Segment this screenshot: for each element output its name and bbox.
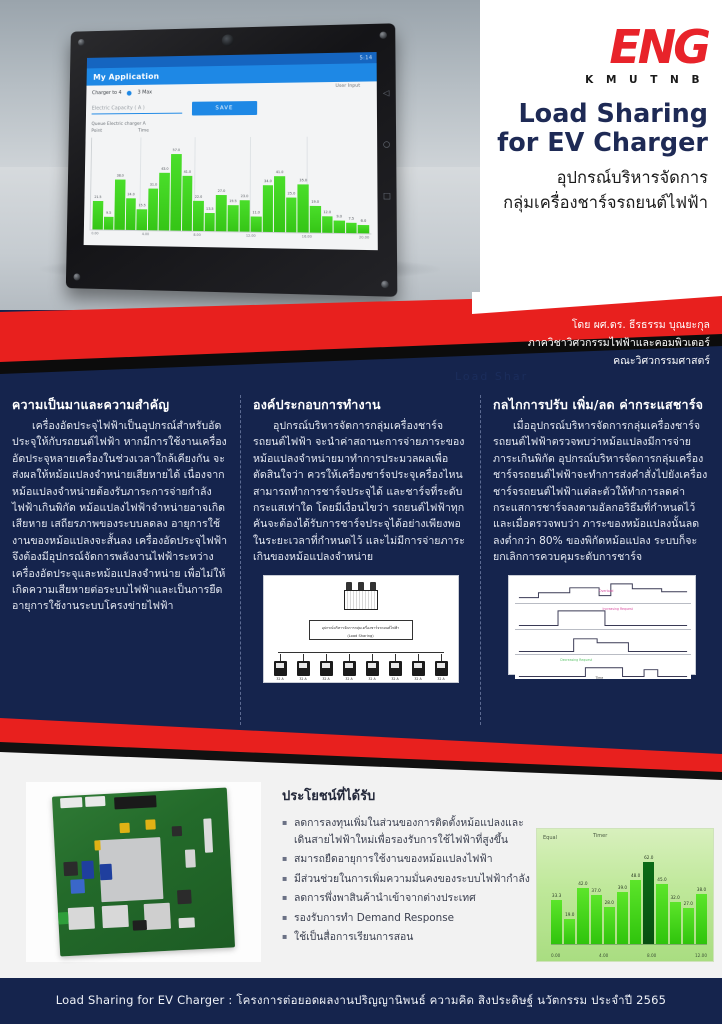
bar bbox=[262, 179, 273, 231]
author-block bbox=[450, 316, 710, 370]
bar bbox=[286, 191, 297, 232]
pcb-component bbox=[119, 823, 130, 834]
bar-value-label: 15.5 bbox=[138, 203, 146, 208]
poster-header bbox=[480, 0, 722, 310]
tablet-photo bbox=[0, 0, 500, 310]
author-name: โดย ผศ.ดร. ธีรธรรม บุณยะกุล bbox=[571, 319, 710, 331]
axis-label-time: Time bbox=[595, 676, 604, 681]
pcb-component bbox=[70, 879, 85, 894]
screw-icon bbox=[74, 273, 81, 280]
bar bbox=[103, 210, 113, 230]
x-tick: 12.00 bbox=[695, 953, 707, 958]
back-icon[interactable]: ◁ bbox=[383, 88, 390, 98]
bar bbox=[656, 877, 667, 944]
bar bbox=[334, 214, 345, 233]
bar bbox=[630, 873, 641, 944]
subtitle-line-2: กลุ่มเครื่องชาร์จรถยนต์ไฟฟ้า bbox=[503, 193, 708, 212]
bar bbox=[193, 195, 204, 231]
bar bbox=[643, 854, 654, 944]
chart-label-timer: Timer bbox=[593, 833, 608, 839]
pcb-component bbox=[178, 917, 195, 928]
column-body: เมื่ออุปกรณ์บริหารจัดการกลุ่มเครื่องชาร์จรถยนต์ไฟฟ้าตรวจพบว่าหม้อแปลงมีการจ่ายภาระเกินพิกัด อุปกรณ์บริหารจัดการกลุ่มเครื่องชาร์จรถยนต์ไฟฟ้าจะทำการส่งคำสั่งไปยังเครื่องชาร์จรถยนต์ไฟฟ้าแต่ละตัวให้ทำการลดค่ากระแสการชาร์จลงตามอัลกอริธึมที่กำหนดไว้ และเมื่อตรวจพบว่า ภาระของหม้อแปลงนั้นลดลงต่ำกว่า 80% ของพิกัดหม้อแปลง ระบบก็จะยกเลิกการควบคุมระดับการชาร์จ bbox=[493, 420, 708, 564]
author-department: ภาควิชาวิศวกรรมไฟฟ้าและคอมพิวเตอร์ bbox=[527, 337, 710, 349]
bar-value-label: 19.0 bbox=[311, 200, 320, 205]
column-components bbox=[240, 395, 480, 725]
bar bbox=[216, 188, 227, 232]
bar-value-label: 41.0 bbox=[275, 169, 284, 174]
charger-count-label: Charger to 4 bbox=[91, 89, 122, 97]
charger-capacity-label: 32 A bbox=[322, 676, 330, 681]
benefit-item: ▪ ลดการลงทุนเพิ่มในส่วนของการติดตั้งหม้อแปลงและเดินสายไฟฟ้าใหม่เพื่อรองรับการใช้ไฟฟ้าที่สูงขึ้น bbox=[282, 815, 532, 848]
transformer-body bbox=[344, 590, 378, 610]
status-clock: 5:14 bbox=[359, 54, 373, 61]
bar-value-label: 7.5 bbox=[348, 216, 355, 221]
author-faculty: คณะวิศวกรรมศาสตร์ bbox=[613, 355, 710, 367]
bar-value-label: 9.5 bbox=[106, 210, 112, 215]
column-body: อุปกรณ์บริหารจัดการกลุ่มเครื่องชาร์จรถยนต์ไฟฟ้า จะนำค่าสถานะการจ่ายภาระของหม้อแปลงจำหน่ายมาทำการประมวลผลเพื่อตัดสินใจว่า ควรให้เครื่องชาร์จประจุเครื่องไหนสามารถทำการชาร์จประจุได้ และชาร์จที่ระดับกระแสเท่าใด โดยมีเงื่อนไขว่า รถยนต์ไฟฟ้าทุกคันจะต้องได้รับการชาร์จประจุได้อย่างเพียงพอในระยะเวลาที่กำหนดไว้ และไม่มีการจ่ายภาระเกินของหม้อแปลงจำหน่าย bbox=[253, 420, 465, 564]
bar-value-label: 28.0 bbox=[604, 899, 614, 905]
bar-value-label: 41.0 bbox=[183, 169, 192, 174]
footer-text: Load Sharing for EV Charger : โครงการต่อยอดผลงานปริญญานิพนธ์ ความคิด สิงประดิษฐ์ นวัตกรรม ประจำปี 2565 bbox=[55, 993, 667, 1007]
x-tick: 4.00 bbox=[599, 953, 609, 958]
bar bbox=[310, 200, 321, 232]
bar bbox=[239, 194, 250, 231]
watermark-text: Load Shar bbox=[455, 370, 529, 383]
pcb-component bbox=[177, 890, 192, 905]
bar-value-label: 38.0 bbox=[116, 173, 124, 178]
x-tick: 4.00 bbox=[141, 231, 150, 236]
bar-value-label: 45.0 bbox=[657, 877, 667, 883]
pcb-component bbox=[60, 797, 82, 808]
column-body: เครื่องอัดประจุไฟฟ้าเป็นอุปกรณ์สำหรับอัดประจุให้กับรถยนต์ไฟฟ้า หากมีการใช้งานเครื่องอัดประจุหลายเครื่องในช่วงเวลาใกล้เคียงกัน จะส่งผลให้หม้อแปลงจำหน่ายเสียหายได้ เนื่องจากหม้อแปลงจำหน่ายต้องรับภาระการจ่ายกำลังไฟฟ้าเกินพิกัด หม้อแปลงไฟฟ้าจำหน่ายอาจเกิดเสียหาย เสถียรภาพของระบบลดลง อายุการใช้งานของหม้อแปลงจะสั้นลง เครื่องอัดประจุไฟฟ้าจึงต้องมีอุปกรณ์จัดการพลังงานไฟฟ้าระหว่างเครื่องอัดประจุและหม้อแปลงจำหน่าย เพื่อไม่ให้เกิดความเสียหายต่อระบบไฟฟ้าและเป็นการยืดอายุการใช้งานระบบโครงข่ายไฟฟ้า bbox=[12, 420, 228, 613]
poster-footer bbox=[0, 978, 722, 1024]
bar-value-label: 22.0 bbox=[194, 195, 203, 200]
bar bbox=[358, 218, 369, 234]
bar bbox=[148, 182, 159, 230]
benefit-item: ▪ ลดการพึ่งพาสินค้านำเข้าจากต่างประเทศ bbox=[282, 890, 532, 907]
page-title bbox=[497, 100, 708, 158]
benefit-item: ▪ มีส่วนช่วยในการเพิ่มความมั่นคงของระบบไฟฟ้ากำลัง bbox=[282, 871, 532, 888]
x-tick: 12.00 bbox=[245, 233, 256, 238]
radio-label-b: 3 Max bbox=[137, 89, 153, 96]
bar-value-label: 13.5 bbox=[206, 206, 214, 211]
bar-value-label: 19.5 bbox=[229, 198, 237, 203]
bar bbox=[137, 203, 147, 230]
bar-value-label: 21.5 bbox=[94, 195, 102, 199]
charger-capacity-label: 32 A bbox=[276, 676, 284, 681]
charger-select-row[interactable] bbox=[92, 87, 371, 97]
benefits-list bbox=[282, 815, 532, 946]
charger-capacity-label: 32 A bbox=[345, 676, 353, 681]
bar-value-label: 37.0 bbox=[591, 887, 601, 893]
pcb-component bbox=[172, 826, 183, 837]
pcb-component bbox=[203, 818, 213, 852]
screw-icon bbox=[381, 281, 389, 289]
bar-value-label: 42.0 bbox=[578, 881, 588, 887]
bar bbox=[604, 899, 615, 944]
x-tick: 8.00 bbox=[193, 232, 201, 237]
loading-chart-figure bbox=[508, 575, 696, 681]
bar bbox=[114, 173, 125, 229]
bar bbox=[251, 210, 262, 231]
chart-caption-time: Time bbox=[138, 128, 149, 134]
ev-charger-icon bbox=[318, 654, 335, 681]
tablet-enclosure bbox=[66, 23, 398, 297]
bar-value-label: 25.0 bbox=[287, 191, 296, 196]
capacity-input-row[interactable] bbox=[92, 100, 371, 117]
column-heading: ความเป็นมาและความสำคัญ bbox=[12, 397, 170, 412]
capacity-input[interactable]: Electric Capacity ( A ) bbox=[92, 104, 183, 114]
annotation-overload: Overload bbox=[598, 589, 614, 594]
bar bbox=[170, 148, 181, 230]
user-input-label: User Input bbox=[335, 83, 361, 90]
bar bbox=[204, 206, 215, 231]
bar-value-label: 62.0 bbox=[644, 854, 654, 860]
bus-line bbox=[278, 652, 444, 653]
pcb-component bbox=[185, 849, 196, 867]
tablet-screen bbox=[84, 52, 378, 250]
pcb-board bbox=[52, 788, 235, 957]
pcb-component bbox=[144, 903, 171, 930]
load-sharing-box-line1: อุปกรณ์บริหารจัดการกลุ่มเครื่องชาร์จรถยนต์ไฟฟ้า bbox=[321, 625, 400, 630]
home-icon[interactable]: ○ bbox=[382, 139, 391, 149]
charger-capacity-label: 32 A bbox=[368, 676, 376, 681]
bar-value-label: 31.0 bbox=[149, 182, 158, 187]
page-subtitle-thai bbox=[503, 165, 708, 215]
bar bbox=[577, 881, 588, 944]
bar-value-label: 6.0 bbox=[360, 218, 367, 223]
content-columns bbox=[0, 395, 722, 725]
charger-row bbox=[272, 654, 450, 681]
pcb-component bbox=[63, 861, 78, 876]
bar bbox=[182, 169, 193, 231]
app-title: My Application bbox=[93, 71, 160, 82]
benefit-item: ▪ ใช้เป็นสื่อการเรียนการสอน bbox=[282, 929, 532, 946]
pcb-component bbox=[85, 796, 105, 807]
bar bbox=[227, 198, 238, 232]
bar bbox=[125, 191, 136, 230]
pcb-component bbox=[100, 864, 113, 881]
app-bar-chart bbox=[90, 136, 372, 234]
charger-capacity-label: 32 A bbox=[391, 676, 399, 681]
ev-charger-icon bbox=[410, 654, 427, 681]
screw-icon bbox=[78, 39, 85, 46]
chart-caption-line1: Queue Electric charger A bbox=[91, 121, 146, 128]
bar-value-label: 32.0 bbox=[670, 894, 680, 900]
ev-charger-icon bbox=[364, 654, 381, 681]
bar-value-label: 9.0 bbox=[336, 214, 343, 219]
bar-value-label: 19.0 bbox=[565, 911, 575, 917]
bar bbox=[683, 901, 694, 944]
comparison-xaxis bbox=[551, 953, 707, 958]
x-tick: 0.00 bbox=[551, 953, 561, 958]
column-current-control bbox=[480, 395, 722, 725]
save-button[interactable]: SAVE bbox=[192, 101, 257, 116]
transformer-diagram-figure bbox=[263, 575, 459, 683]
chart-caption bbox=[91, 120, 371, 135]
benefit-item: ▪ รองรับการทำ Demand Response bbox=[282, 910, 532, 927]
bar-value-label: 27.0 bbox=[683, 901, 693, 907]
bar-value-label: 24.0 bbox=[127, 191, 135, 196]
charger-capacity-label: 32 A bbox=[299, 676, 307, 681]
pcb-component bbox=[145, 819, 156, 830]
column-background bbox=[0, 395, 240, 725]
chart-label-equal: Equal bbox=[543, 835, 557, 841]
pcb-component bbox=[102, 905, 129, 928]
recents-icon[interactable]: □ bbox=[382, 191, 392, 201]
pcb-component bbox=[81, 861, 94, 880]
loading-chart-stack bbox=[515, 580, 691, 681]
benefits-heading: ประโยชน์ที่ได้รับ bbox=[282, 789, 376, 804]
comparison-bar-chart bbox=[536, 828, 714, 962]
ev-charger-icon bbox=[387, 654, 404, 681]
ev-charger-icon bbox=[433, 654, 450, 681]
benefits-section bbox=[282, 785, 532, 949]
bar-value-label: 43.0 bbox=[161, 166, 169, 171]
comparison-bars bbox=[551, 851, 707, 945]
bar bbox=[322, 209, 333, 233]
loading-trace-4 bbox=[515, 656, 691, 679]
top-band bbox=[0, 0, 722, 310]
pcb-component bbox=[114, 795, 157, 809]
bar-value-label: 57.0 bbox=[172, 148, 181, 153]
bar bbox=[551, 892, 562, 944]
x-tick: 0.00 bbox=[91, 231, 99, 236]
loading-trace-3 bbox=[515, 631, 691, 655]
bar bbox=[696, 886, 707, 944]
bar bbox=[564, 911, 575, 944]
bar bbox=[346, 216, 357, 233]
benefit-item: ▪ สมารถยืดอายุการใช้งานของหม้อแปลงไฟฟ้า bbox=[282, 851, 532, 868]
pcb-component bbox=[58, 912, 69, 925]
bar bbox=[617, 885, 628, 944]
ev-charger-icon bbox=[272, 654, 289, 681]
pcb-photo bbox=[26, 782, 261, 962]
ev-charger-icon bbox=[295, 654, 312, 681]
transformer-icon bbox=[340, 582, 382, 612]
kmutnb-text: K M U T N B bbox=[585, 74, 704, 86]
bar bbox=[591, 887, 602, 944]
bar bbox=[159, 166, 170, 230]
bar-value-label: 23.0 bbox=[240, 194, 249, 199]
title-line-1: Load Sharing bbox=[518, 99, 708, 129]
bar-value-label: 48.0 bbox=[630, 873, 641, 879]
column-heading: กลไกการปรับ เพิ่ม/ลด ค่ากระแสชาร์จ bbox=[493, 397, 704, 412]
x-tick: 20.00 bbox=[358, 235, 370, 240]
column-heading: องค์ประกอบการทำงาน bbox=[253, 397, 381, 412]
bar-value-label: 39.0 bbox=[617, 885, 628, 891]
bar-value-label: 38.0 bbox=[696, 886, 707, 892]
tablet-nav-buttons[interactable] bbox=[379, 68, 395, 222]
loading-trace-2 bbox=[515, 605, 691, 629]
bar-value-label: 34.0 bbox=[264, 179, 272, 184]
bar-value-label: 33.3 bbox=[551, 892, 562, 898]
title-line-2: for EV Charger bbox=[497, 128, 708, 158]
load-sharing-box-line2: (Load Sharing) bbox=[347, 633, 374, 638]
eng-logo bbox=[558, 22, 708, 78]
annotation-increasing: Increasing Request bbox=[602, 606, 633, 611]
load-sharing-box bbox=[309, 620, 413, 640]
x-tick: 8.00 bbox=[647, 953, 657, 958]
x-tick: 16.00 bbox=[301, 234, 312, 239]
pcb-component bbox=[94, 840, 101, 850]
bar bbox=[92, 195, 103, 229]
subtitle-line-1: อุปกรณ์บริหารจัดการ bbox=[556, 168, 708, 187]
bar-value-label: 35.0 bbox=[299, 178, 308, 183]
bar-value-label: 27.0 bbox=[217, 188, 226, 193]
annotation-decreasing: Decreasing Request bbox=[560, 657, 593, 662]
app-body bbox=[84, 81, 378, 250]
screw-icon bbox=[380, 32, 387, 39]
charger-capacity-label: 32 A bbox=[437, 676, 445, 681]
pcb-component bbox=[68, 907, 95, 930]
bar bbox=[274, 169, 285, 232]
bar-value-label: 12.0 bbox=[323, 209, 332, 214]
chart-caption-point: Point bbox=[91, 128, 103, 134]
camera-icon bbox=[222, 34, 234, 46]
eng-logo-text: ENG bbox=[609, 20, 708, 74]
ev-charger-icon bbox=[341, 654, 358, 681]
pcb-component bbox=[133, 920, 148, 931]
bar bbox=[298, 178, 309, 232]
bar bbox=[670, 894, 681, 945]
charger-capacity-label: 32 A bbox=[414, 676, 422, 681]
radio-option-a[interactable] bbox=[127, 90, 132, 95]
bar-value-label: 11.0 bbox=[252, 210, 260, 215]
loading-trace-1 bbox=[515, 580, 691, 604]
